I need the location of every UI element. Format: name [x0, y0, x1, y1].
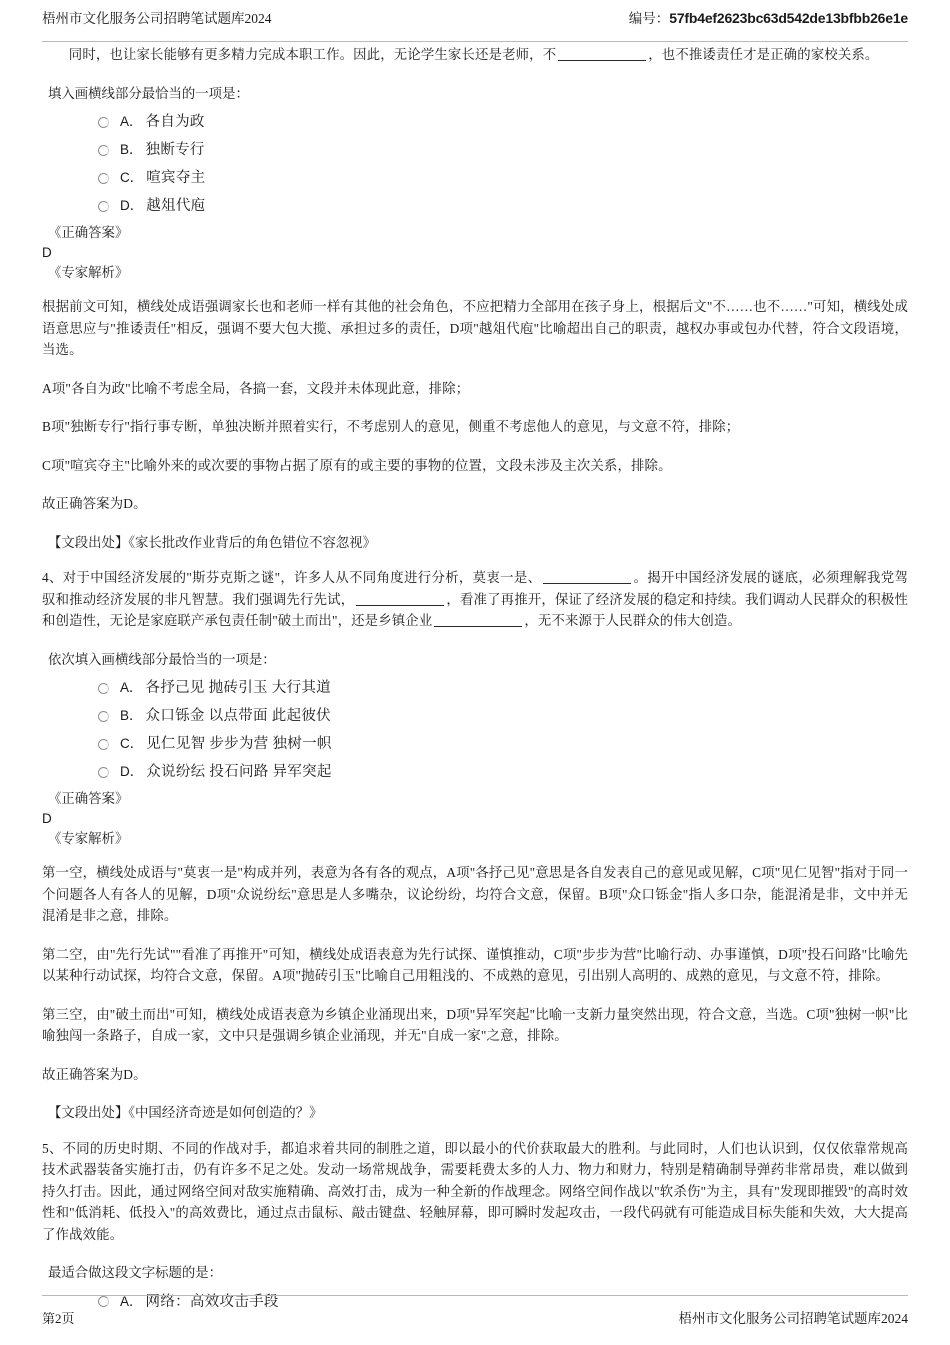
q4-option-d-letter: D． [120, 764, 144, 779]
footer-title: 梧州市文化服务公司招聘笔试题库2024 [678, 1311, 908, 1326]
q4-blank-1 [543, 583, 631, 584]
q3-analysis-label: 《专家解析》 [48, 265, 129, 280]
q3-analysis-main: 根据前文可知，横线处成语强调家长也和老师一样有其他的社会角色，不应把精力全部用在孩子身上，根据后文"不……也不……"可知，横线处成语意思应与"推诿责任"相反，强调不要大包大揽、承担过多的责任，D项"越俎代庖"比喻超出自己的职责，越权办事或包办代替，符合文段语境，当选。 [42, 299, 908, 357]
q3-option-a-text: 各自为政 [145, 114, 205, 130]
q3-option-a[interactable] [42, 108, 908, 136]
q3-analysis-c: C项"喧宾夺主"比喻外来的或次要的事物占据了原有的或主要的事物的位置，文段未涉及主次关系，排除。 [42, 457, 672, 473]
q3-source-title: 《家长批改作业背后的角色错位不容忽视》 [128, 534, 377, 550]
q5-stem: 5、不同的历史时期、不同的作战对手，都追求着共同的制胜之道，即以最小的代价获取最大的胜利。与此同时，人们也认识到，仅仅依靠常规高技术武器装备实施打击，仍有许多不足之处。发动一场常规战争，需要耗费太多的人力、物力和财力，特别是精确制导弹药非常昂贵，难以做到持久打击。因此，通过网络空间对敌实施精确、高效打击，成为一种全新的作战理念。网络空间作战以"软杀伤"为主，具有"发现即摧毁"的高时效性和"低消耗、低投入"的高效费比，通过点击鼠标、敲击键盘、轻触屏幕，即可瞬时发起攻击，一段代码就有可能造成目标失能和失效，大大提高了作战效能。 [42, 1140, 908, 1242]
q4-option-a-text: 各抒己见 抛砖引玉 大行其道 [145, 680, 331, 696]
radio-button-icon[interactable] [98, 117, 109, 128]
q3-option-d-text: 越俎代庖 [146, 198, 206, 214]
radio-button-icon[interactable] [98, 201, 109, 212]
q5-option-a-text: 网络：高效攻击手段 [145, 1293, 279, 1310]
q3-blank-1 [558, 60, 646, 61]
q4-answer-label: 《正确答案》 [48, 791, 129, 806]
q3-option-b[interactable] [42, 136, 908, 164]
q4-option-c-text: 见仁见智 步步为营 独树一帜 [146, 736, 332, 752]
q5-prompt: 最适合做这段文字标题的是： [48, 1265, 223, 1280]
q3-option-a-letter: A． [120, 114, 143, 129]
q3-stem-part1: 同时，也让家长能够有更多精力完成本职工作。因此，无论学生家长还是老师，不 [68, 47, 557, 62]
q4-stem-part1: 4、对于中国经济发展的"斯芬克斯之谜"，许多人从不同角度进行分析，莫衷一是、 [42, 570, 542, 585]
q3-option-c[interactable] [42, 164, 908, 192]
document-body [42, 44, 908, 1318]
header-title: 梧州市文化服务公司招聘笔试题库2024 [42, 11, 272, 26]
q3-analysis-conclusion: 故正确答案为D。 [42, 496, 147, 511]
radio-button-icon[interactable] [98, 739, 109, 750]
q4-analysis-blank1: 第一空，横线处成语与"莫衷一是"构成并列，表意为各有各的观点，A项"各抒己见"意思是各自发表自己的意见或见解，C项"见仁见智"指对于同一个问题各人有各人的见解，D项"众说纷纭"意思是人多嘴杂，议论纷纷，均符合文意，保留。B项"众口铄金"指人多口杂，能混淆是非，文中并无混淆是非之意，排除。 [42, 865, 908, 923]
q3-stem-part2: ，也不推诿责任才是正确的家校关系。 [648, 47, 879, 62]
q4-option-c[interactable] [42, 730, 908, 758]
header-document-id [629, 10, 908, 27]
q4-option-b-text: 众口铄金 以点带面 此起彼伏 [145, 708, 331, 724]
q4-analysis-conclusion: 故正确答案为D。 [42, 1066, 147, 1082]
q4-option-d-text: 众说纷纭 投石问路 异军突起 [146, 764, 332, 780]
q4-analysis-blank2: 第二空，由"先行先试""看准了再推开"可知，横线处成语表意为先行试探、谨慎推动，C项"步步为营"比喻行动、办事谨慎，D项"投石问路"比喻先以某种行动试探，均符合文意，保留。A项"抛砖引玉"比喻自己用粗浅的、不成熟的意见，引出别人高明的、成熟的意见，与文意不符，排除。 [42, 946, 908, 983]
q4-prompt: 依次填入画横线部分最恰当的一项是： [48, 651, 276, 667]
q4-option-a-letter: A． [120, 680, 143, 695]
q3-option-d[interactable] [42, 192, 908, 220]
document-header [42, 10, 908, 42]
q4-stem-part2: 。揭开中国经济发展的谜底，必须理解我党驾驭和推动经济发展的非凡智慧。我们强调先行先试， [42, 570, 908, 607]
q3-option-b-letter: B． [120, 142, 143, 157]
q4-blank-2 [356, 605, 444, 606]
q3-option-c-letter: C． [120, 170, 144, 185]
radio-button-icon[interactable] [98, 145, 109, 156]
q4-option-a[interactable] [42, 674, 908, 702]
radio-button-icon[interactable] [98, 173, 109, 184]
q4-option-b-letter: B． [120, 708, 143, 723]
q4-source-title: 《中国经济奇迹是如何创造的？》 [128, 1105, 323, 1120]
q3-source [42, 532, 908, 554]
radio-button-icon[interactable] [98, 683, 109, 694]
radio-button-icon[interactable] [98, 711, 109, 722]
q3-option-c-text: 喧宾夺主 [146, 170, 206, 186]
q3-prompt: 填入画横线部分最恰当的一项是： [48, 85, 249, 101]
radio-button-icon[interactable] [98, 767, 109, 778]
q4-analysis-blank3: 第三空，由"破土而出"可知，横线处成语表意为乡镇企业涌现出来，D项"异军突起"比喻一支新力量突然出现，符合文意，当选。C项"独树一帜"比喻独闯一条路子，自成一家，文中只是强调乡镇企业涌现，并无"自成一家"之意，排除。 [42, 1006, 908, 1043]
q4-blank-3 [434, 626, 522, 627]
q4-source-prefix: 【文段出处】 [48, 1105, 129, 1120]
q3-answer-label: 《正确答案》 [48, 225, 129, 240]
q4-stem [42, 567, 908, 632]
q3-option-d-letter: D． [120, 198, 144, 213]
q3-option-b-text: 独断专行 [145, 142, 205, 158]
header-id-value: 57fb4ef2623bc63d542de13bfbb26e1e [669, 10, 908, 26]
document-footer [42, 1295, 908, 1327]
q4-option-d[interactable] [42, 758, 908, 786]
q3-analysis-a: A项"各自为政"比喻不考虑全局，各搞一套，文段并未体现此意，排除； [42, 380, 470, 396]
q3-source-prefix: 【文段出处】 [48, 534, 129, 550]
q3-stem [42, 44, 908, 66]
q3-options-list [42, 108, 908, 220]
footer-page-number: 第2页 [42, 1311, 75, 1326]
q4-option-c-letter: C． [120, 736, 144, 751]
q4-analysis-label: 《专家解析》 [48, 831, 129, 846]
q3-analysis-b: B项"独断专行"指行事专断，单独决断并照着实行，不考虑别人的意见，侧重不考虑他人的意见，与文意不符，排除； [42, 419, 740, 434]
q4-option-b[interactable] [42, 702, 908, 730]
q4-stem-part3: ，看准了再推开，保证了经济发展的稳定和持续。我们调动人民群众的积极性和创造性，无论是家庭联产承包责任制"破土而出"，还是乡镇企业 [42, 591, 908, 628]
q4-answer-value: D [42, 811, 52, 826]
q4-options-list [42, 674, 908, 786]
header-id-label: 编号： [628, 11, 670, 26]
q3-answer-value: D [42, 245, 52, 260]
q4-stem-part4: ，无不来源于人民群众的伟大创造。 [524, 613, 742, 628]
q5-option-a-letter: A． [120, 1293, 143, 1309]
q4-source [42, 1102, 908, 1124]
